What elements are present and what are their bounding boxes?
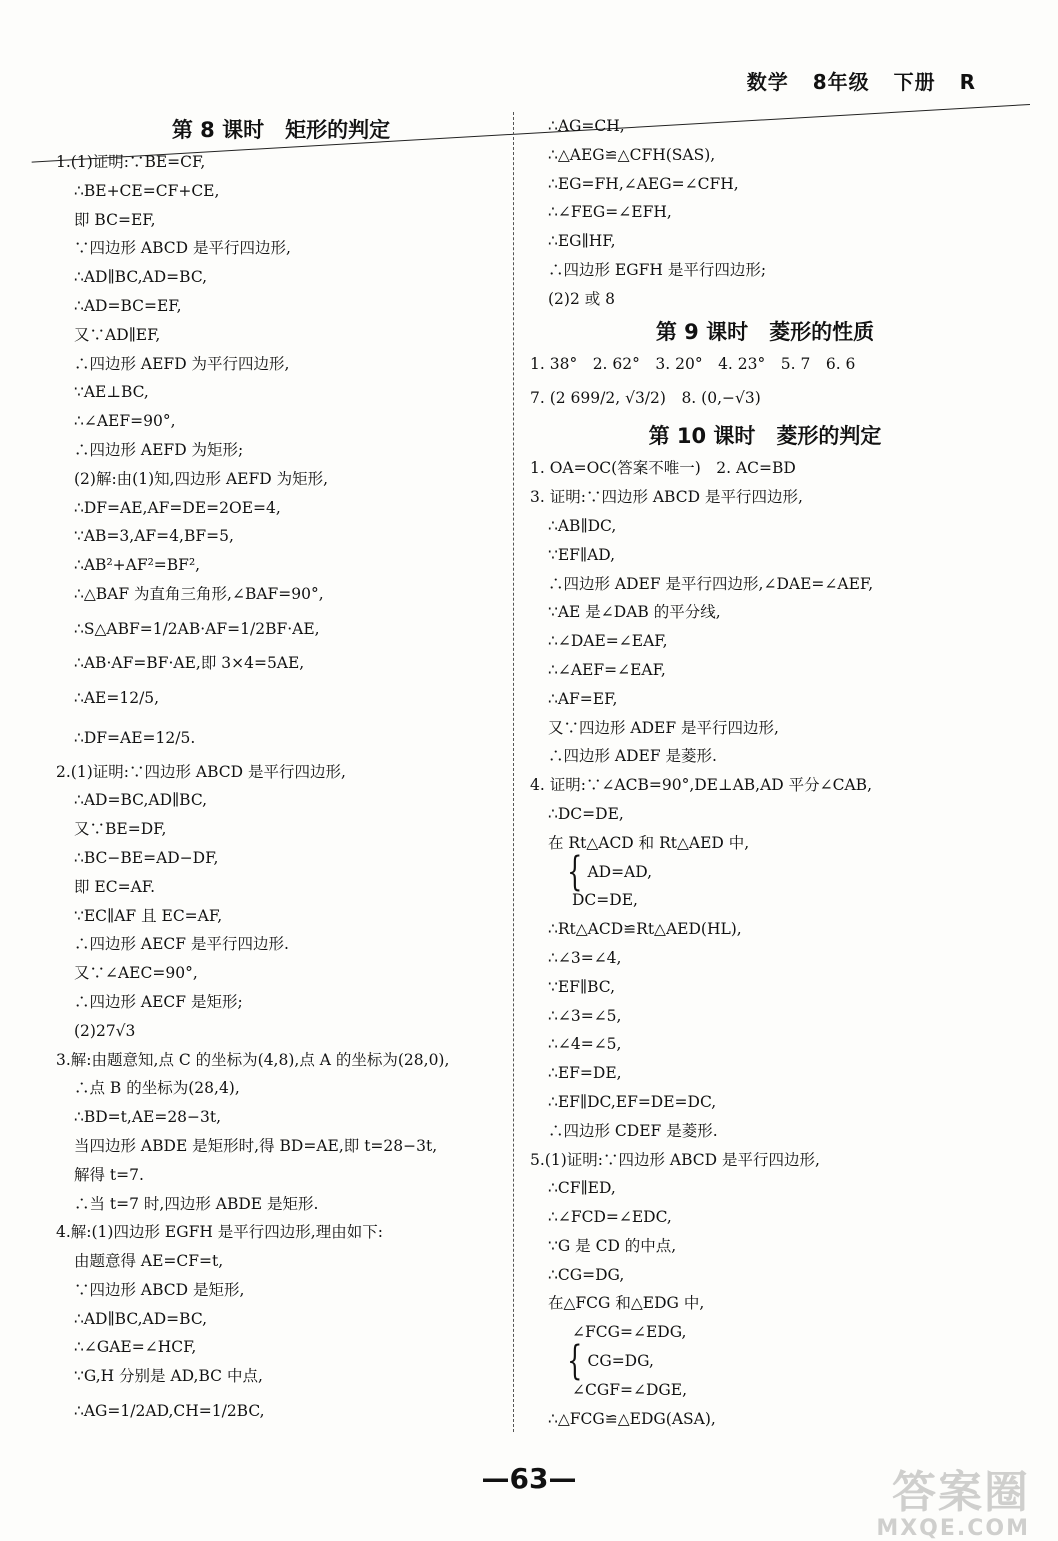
system-line: ∠FCG=∠EDG, (572, 1323, 687, 1342)
answer-line: ∴四边形 AEFD 为矩形; (74, 440, 244, 459)
answer-line: ∴EF∥DC,EF=DE=DC, (548, 1092, 717, 1111)
answer-line: 1. 38° 2. 62° 3. 20° 4. 23° 5. 7 6. 6 (530, 354, 856, 373)
answer-line: 2.(1)证明:∵四边形 ABCD 是平行四边形, (56, 762, 346, 781)
answer-line: ∵G 是 CD 的中点, (548, 1236, 677, 1255)
answer-line: 又∵四边形 ADEF 是平行四边形, (548, 718, 779, 737)
answer-line: ∵G,H 分别是 AD,BC 中点, (74, 1367, 263, 1386)
watermark-brand: 答案圈 (892, 1467, 1030, 1518)
answer-line: ∴四边形 CDEF 是菱形. (548, 1121, 718, 1140)
system-line: ∠CGF=∠DGE, (572, 1380, 688, 1399)
answer-line: 7. (2 699/2, √3/2) 8. (0,−√3) (530, 389, 761, 408)
left-column (56, 112, 506, 1431)
answer-line: 即 BC=EF, (74, 210, 156, 229)
answer-line: ∴∠3=∠4, (548, 948, 622, 967)
answer-line: ∵AB=3,AF=4,BF=5, (74, 527, 234, 546)
answer-line: ∴DC=DE, (548, 804, 624, 823)
answer-line: ∴四边形 AEFD 为平行四边形, (74, 354, 290, 373)
answer-line: ∴AG=CH, (548, 117, 625, 135)
answer-line: ∴∠AEF=∠EAF, (548, 660, 666, 679)
page-number: —63— (481, 1462, 577, 1495)
answer-line: ∴AB·AF=BF·AE,即 3×4=5AE, (74, 653, 305, 672)
answer-line: ∴DF=AE,AF=DE=2OE=4, (74, 498, 281, 517)
answer-line: ∵AE 是∠DAB 的平分线, (548, 603, 721, 622)
answer-line: 在 Rt△ACD 和 Rt△AED 中, (548, 833, 750, 852)
answer-line (530, 848, 1010, 895)
answer-line: 5.(1)证明:∵四边形 ABCD 是平行四边形, (530, 1150, 820, 1169)
answer-line: ∴AG=1/2AD,CH=1/2BC, (74, 1402, 265, 1421)
answer-line: 又∵BE=DF, (74, 820, 167, 839)
answer-line: ∴∠3=∠5, (548, 1006, 622, 1025)
answer-line: ∵四边形 ABCD 是矩形, (74, 1280, 245, 1299)
answer-line (530, 1318, 1010, 1347)
answer-line: ∴EG∥HF, (548, 232, 616, 251)
answer-line: ∴EG=FH,∠AEG=∠CFH, (548, 174, 739, 193)
answer-line: ∴AD∥BC,AD=BC, (74, 1309, 208, 1328)
answer-line: (2)27√3 (74, 1021, 136, 1040)
answer-line: ∴AD=BC,AD∥BC, (74, 791, 208, 810)
answer-line: 即 EC=AF. (74, 877, 156, 896)
answer-line: ∴S△ABF=1/2AB·AF=1/2BF·AE, (74, 619, 320, 638)
system-line: DC=DE, (572, 891, 638, 910)
answer-line: 解得 t=7. (74, 1165, 144, 1184)
answer-line (530, 886, 1010, 915)
answer-line: ∴四边形 ADEF 是平行四边形,∠DAE=∠AEF, (548, 574, 874, 593)
answer-line: ∴Rt△ACD≌Rt△AED(HL), (548, 920, 742, 939)
answer-line: ∵AE⊥BC, (74, 383, 149, 402)
system-line: CG=DG, (587, 1352, 654, 1371)
answer-line: ∴四边形 AECF 是平行四边形. (74, 935, 289, 954)
answer-line: ∴△FCG≌△EDG(ASA), (548, 1409, 716, 1428)
header-edition: R (959, 70, 976, 94)
answer-line: 3.解:由题意知,点 C 的坐标为(4,8),点 A 的坐标为(28,0), (56, 1050, 450, 1069)
answer-line: ∴AD∥BC,AD=BC, (74, 268, 208, 287)
answer-line: (2)解:由(1)知,四边形 AEFD 为矩形, (74, 469, 329, 488)
answer-line: ∴BC−BE=AD−DF, (74, 848, 219, 867)
answer-line: ∵四边形 ABCD 是平行四边形, (74, 239, 291, 258)
answer-line: 由题意得 AE=CF=t, (74, 1252, 224, 1271)
section-title-lesson-9: 第 9 课时 菱形的性质 (655, 319, 875, 344)
right-block-2 (530, 350, 1010, 419)
answer-line: ∵EC∥AF 且 EC=AF, (74, 906, 223, 925)
answer-line: ∴AB²+AF²=BF², (74, 556, 201, 575)
header-grade: 8年级 (812, 70, 870, 94)
brace-glyph: { (567, 848, 583, 895)
answer-line: ∴EF=DE, (548, 1064, 622, 1083)
right-column (530, 112, 1010, 1433)
answer-line: ∴∠AEF=90°, (74, 412, 176, 431)
answer-line: 4.解:(1)四边形 EGFH 是平行四边形,理由如下: (56, 1223, 383, 1242)
answer-line (530, 1376, 1010, 1405)
answer-line: ∴AF=EF, (548, 689, 618, 708)
answer-line: 1.(1)证明:∵BE=CF, (56, 153, 206, 171)
answer-line: ∴BD=t,AE=28−3t, (74, 1108, 222, 1127)
answer-line: 1. OA=OC(答案不唯一) 2. AC=BD (530, 459, 796, 478)
header-volume: 下册 (893, 70, 936, 94)
answer-line: ∴CF∥ED, (548, 1179, 616, 1198)
answer-line: ∴AB∥DC, (548, 516, 617, 535)
answer-line: ∴CG=DG, (548, 1265, 625, 1284)
answer-line: 又∵∠AEC=90°, (74, 964, 198, 983)
answer-line: ∴BE+CE=CF+CE, (74, 181, 220, 200)
header-subject: 数学 (746, 70, 789, 94)
answer-line: 又∵AD∥EF, (74, 325, 161, 344)
right-block-3 (530, 454, 1010, 1433)
answer-line: ∴当 t=7 时,四边形 ABDE 是矩形. (74, 1194, 319, 1213)
section-title-lesson-10: 第 10 课时 菱形的判定 (648, 424, 882, 449)
answer-line: (2)2 或 8 (548, 289, 616, 308)
answer-line: ∵EF∥BC, (548, 977, 616, 996)
watermark-url: MXQE.COM (876, 1516, 1030, 1541)
watermark (876, 1456, 1030, 1541)
answer-line: ∴四边形 AECF 是矩形; (74, 992, 243, 1011)
answer-line: ∴∠DAE=∠EAF, (548, 632, 668, 651)
answer-line: ∴AE=12/5, (74, 688, 160, 707)
answer-line: 在△FCG 和△EDG 中, (548, 1294, 705, 1313)
page-header (731, 66, 976, 95)
system-line: AD=AD, (587, 862, 653, 881)
answer-line: ∴∠FCD=∠EDC, (548, 1208, 672, 1227)
answer-line: ∴∠GAE=∠HCF, (74, 1338, 197, 1357)
answer-line: ∴AD=BC=EF, (74, 296, 182, 315)
answer-line: 当四边形 ABDE 是矩形时,得 BD=AE,即 t=28−3t, (74, 1136, 438, 1155)
left-lines (56, 148, 506, 1431)
brace-glyph: { (567, 1338, 583, 1385)
answer-line: ∴DF=AE=12/5. (74, 728, 196, 747)
answer-line: ∴四边形 ADEF 是菱形. (548, 747, 717, 766)
answer-line: ∴△BAF 为直角三角形,∠BAF=90°, (74, 584, 324, 603)
answer-line: 3. 证明:∵四边形 ABCD 是平行四边形, (530, 488, 803, 507)
answer-line: ∴四边形 EGFH 是平行四边形; (548, 260, 767, 279)
answer-line (530, 1338, 1010, 1385)
answer-line: ∴点 B 的坐标为(28,4), (74, 1079, 240, 1098)
answer-line: ∴∠4=∠5, (548, 1035, 622, 1054)
answer-line: ∴△AEG≌△CFH(SAS), (548, 145, 716, 164)
section-title-lesson-8: 第 8 课时 矩形的判定 (171, 118, 391, 142)
right-block-1 (530, 112, 1010, 314)
answer-line: ∵EF∥AD, (548, 545, 616, 564)
answer-line: ∴∠FEG=∠EFH, (548, 203, 672, 222)
answer-line: 4. 证明:∵∠ACB=90°,DE⊥AB,AD 平分∠CAB, (530, 776, 872, 795)
column-divider (513, 112, 514, 1432)
